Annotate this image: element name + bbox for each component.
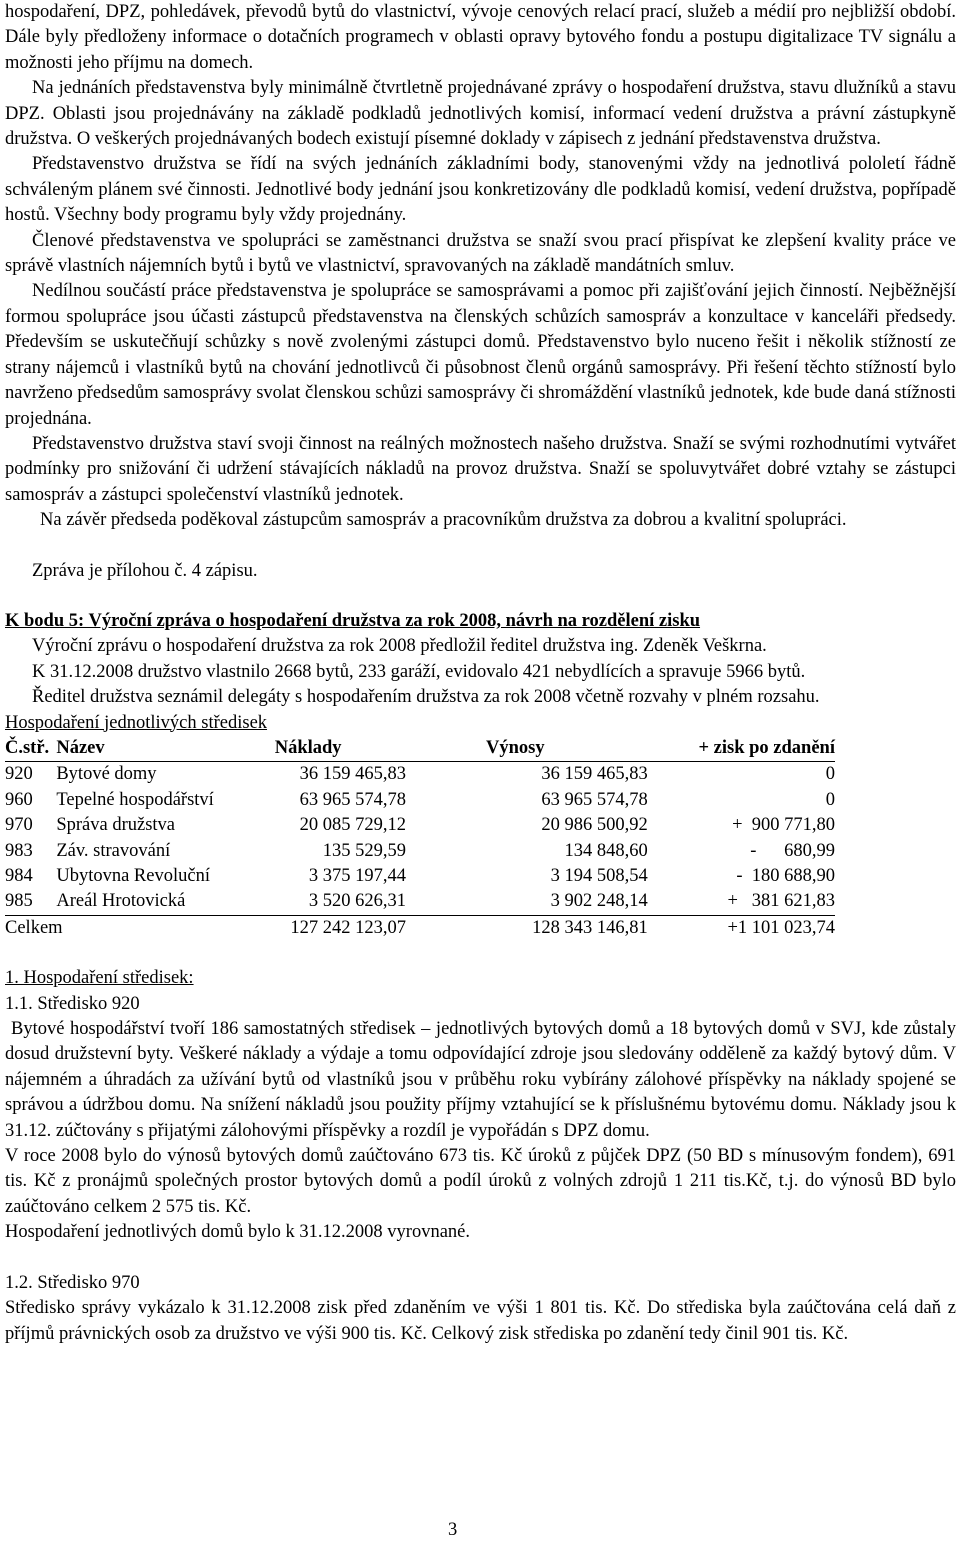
col-header-id: Č.stř. bbox=[5, 736, 56, 762]
cell-revenues: 3 902 248,14 bbox=[406, 889, 648, 915]
table-total-row bbox=[5, 915, 835, 941]
cell-profit: 0 bbox=[825, 789, 835, 810]
cell-total-revenues: 128 343 146,81 bbox=[532, 917, 648, 938]
cell-costs: 3 520 626,31 bbox=[267, 889, 406, 915]
cell-profit: 0 bbox=[825, 764, 835, 785]
paragraph-board-meetings: Na jednáních představenstva byly minimálně čtvrtletně projednávané zprávy o hospodaření družstva, stavu dlužníků a stavu DPZ. Oblasti jsou projednávány na základě podkladů jednotlivých komisí, informací vedení družstva a právní zástupkyně družstva. O veškerých projednávaných bodech existují písemné doklady v zápisech z jednání představenstva družstva. bbox=[5, 78, 956, 150]
cell-id: 960 bbox=[5, 789, 33, 810]
cell-profit: + 900 771,80 bbox=[732, 815, 835, 836]
table-header-row bbox=[5, 736, 835, 762]
cell-id: 920 bbox=[5, 764, 33, 785]
paragraph-members-cooperation: Členové představenstva ve spolupráci se zaměstnanci družstva se snaží svou prací přispívat ke zlepšení kvality práce ve správě vlastních nájemních bytů i bytů ve vlastnictví, spravovaných na základě mandátních smluv. bbox=[5, 230, 956, 277]
cell-name: Záv. stravování bbox=[56, 840, 171, 861]
table-row bbox=[5, 889, 835, 915]
spacer bbox=[5, 584, 956, 609]
cell-revenues: 36 159 465,83 bbox=[541, 764, 648, 785]
col-header-costs: Náklady bbox=[267, 736, 406, 762]
table-row bbox=[5, 788, 835, 813]
cell-costs: 135 529,59 bbox=[322, 840, 406, 861]
spacer bbox=[5, 1246, 956, 1271]
table-row bbox=[5, 839, 835, 864]
subsection-1-1-heading: 1.1. Středisko 920 bbox=[5, 993, 140, 1014]
cell-revenues: 3 194 508,54 bbox=[550, 866, 648, 886]
page-number: 3 bbox=[448, 1520, 458, 1540]
paragraph-center-920-revenues: V roce 2008 bylo do výnosů bytových domů zaúčtováno 673 tis. Kč úroků z půjček DPZ (50 BD s mínusovým fondem), 691 tis. Kč z pronájmů společných prostor bytových domů a podíl úroků z volných zdrojů 1 211 tis.Kč, t.j. do výnosů BD bylo zaúčtováno celkem 2 575 tis. Kč. bbox=[5, 1146, 956, 1217]
col-header-profit: + zisk po zdanění bbox=[648, 736, 835, 762]
cell-name: Bytové domy bbox=[56, 764, 157, 785]
paragraph-board-rules: Představenstvo družstva se řídí na svých jednáních základními body, stanovenými vždy na jednotlivá pololetí řádně schváleným plánem své činnosti. Jednotlivé body jednání jsou konkretizovány dle podkladů komisí, vedení družstva, popřípadě hostů. Všechny body programu byly vždy projednány. bbox=[5, 154, 956, 226]
spacer bbox=[5, 941, 956, 966]
cell-costs: 20 085 729,12 bbox=[299, 815, 406, 836]
section-5-line-1: Výroční zprávu o hospodaření družstva za rok 2008 předložil ředitel družstva ing. Zdeněk Veškrna. bbox=[32, 636, 767, 657]
col-header-revenues: Výnosy bbox=[406, 736, 648, 762]
paragraph-thanks: Na závěr předseda poděkoval zástupcům samospráv a pracovníkům družstva za dobrou a kvalitní spolupráci. bbox=[40, 510, 847, 531]
paragraph-center-920-result: Hospodaření jednotlivých domů bylo k 31.12.2008 vyrovnané. bbox=[5, 1222, 471, 1243]
paragraph-continued: hospodaření, DPZ, pohledávek, převodů bytů do vlastnictví, vývoje cenových relací prací, služeb a médií pro nejbližší období. Dále byly předloženy informace o dotačních programech v oblasti opravy bytového fondu a postupu digitalizace TV signálu a možnosti jeho příjmu na domech. bbox=[5, 2, 956, 73]
cell-total-costs: 127 242 123,07 bbox=[290, 917, 406, 938]
cell-id: 983 bbox=[5, 840, 33, 861]
section-5-heading: K bodu 5: Výroční zpráva o hospodaření družstva za rok 2008, návrh na rozdělení zisku bbox=[5, 610, 701, 631]
paragraph-self-government: Nedílnou součástí práce představenstva je spolupráce se samosprávami a pomoc při zajišťování jejich činností. Nejběžnější formou spolupráce jsou účasti zástupců představenstva na členských schůzích samospráv a konzultace v kanceláři předsedy. Především se uskutečňují schůzky s nově zvolenými zástupci domů. Představenstvo bylo nuceno řešit i několik stížností ze strany nájemců i vlastníků bytů na chování jednotlivců či působnost členů orgánů samosprávy. Při řešení těchto stížností bylo navrženo předsedům samosprávy svolat členskou schůzi samosprávy či shromáždění vlastníků jednotek, kde bude daná stížnosti projednána. bbox=[5, 281, 956, 429]
cell-profit: - 180 688,90 bbox=[736, 866, 835, 886]
table-row bbox=[5, 864, 835, 889]
cell-id: 984 bbox=[5, 866, 33, 886]
table-row bbox=[5, 813, 835, 838]
cell-id: 970 bbox=[5, 815, 33, 836]
table-row bbox=[5, 762, 835, 788]
cell-name: Ubytovna Revoluční bbox=[56, 866, 210, 886]
subsection-1-2-heading: 1.2. Středisko 970 bbox=[5, 1272, 140, 1293]
cell-total-profit: +1 101 023,74 bbox=[727, 917, 835, 938]
paragraph-center-970: Středisko správy vykázalo k 31.12.2008 zisk před zdaněním ve výši 1 801 tis. Kč. Do střediska byla zaúčtována celá daň z příjmů právnických osob za družstvo ve výši 900 tis. Kč. Celkový zisk střediska po zdanění tedy činil 901 tis. Kč. bbox=[5, 1298, 956, 1344]
cell-profit: - 680,99 bbox=[750, 840, 835, 861]
paragraph-board-activity: Představenstvo družstva staví svoji činnost na reálných možnostech našeho družstva. Snaží se svými rozhodnutími vytvářet podmínky pro snižování či udržení stávajících nákladů na provoz družstva. Snaží se spoluvytvářet dobré vztahy se zástupci samospráv a zástupci společenství vlastníků jednotek. bbox=[5, 433, 956, 505]
cell-costs: 63 965 574,78 bbox=[299, 789, 406, 810]
cost-centers-table bbox=[5, 736, 835, 941]
cell-profit: + 381 621,83 bbox=[648, 889, 835, 915]
col-header-name: Název bbox=[56, 736, 266, 762]
cell-revenues: 63 965 574,78 bbox=[541, 789, 648, 810]
paragraph-center-920: Bytové hospodářství tvoří 186 samostatných středisek – jednotlivých bytových domů a 18 bytových domů v SVJ, kde zůstaly dosud družstevní byty. Veškeré náklady a výdaje a tomu odpovídající zdroje jsou sledovány odděleně za každý bytový dům. V nájemném a úhradách za užívání bytů od vlastníků jsou v průběhu roku vybírány zálohové příspěvky na náklady spojené se správou a údržbou domu. Na snížení nákladů jsou použity příjmy vztahující se k příslušnému bytovému domu. Náklady jsou k 31.12. zúčtovány s přijatými zálohovými příspěvky a rozdíl je vypořádán s DPZ domu. bbox=[5, 1019, 956, 1141]
cell-revenues: 20 986 500,92 bbox=[541, 815, 648, 836]
section-5-line-3: Ředitel družstva seznámil delegáty s hospodařením družstva za rok 2008 včetně rozvahy v plném rozsahu. bbox=[32, 687, 820, 708]
spacer bbox=[5, 534, 956, 559]
section-5-line-2: K 31.12.2008 družstvo vlastnilo 2668 bytů, 233 garáží, evidovalo 421 nebydlících a spravuje 5966 bytů. bbox=[32, 661, 806, 682]
cell-name: Správa družstva bbox=[56, 815, 176, 836]
subsection-1-heading: 1. Hospodaření středisek: bbox=[5, 968, 194, 989]
cell-costs: 3 375 197,44 bbox=[308, 866, 406, 886]
cell-costs: 36 159 465,83 bbox=[299, 764, 406, 785]
cell-revenues: 134 848,60 bbox=[564, 840, 648, 861]
cell-total-label: Celkem bbox=[5, 917, 63, 938]
table-title: Hospodaření jednotlivých středisek bbox=[5, 712, 268, 733]
cell-name: Areál Hrotovická bbox=[56, 889, 266, 915]
attachment-note: Zpráva je přílohou č. 4 zápisu. bbox=[32, 560, 258, 581]
cell-name: Tepelné hospodářství bbox=[56, 789, 214, 810]
cell-id: 985 bbox=[5, 889, 56, 915]
